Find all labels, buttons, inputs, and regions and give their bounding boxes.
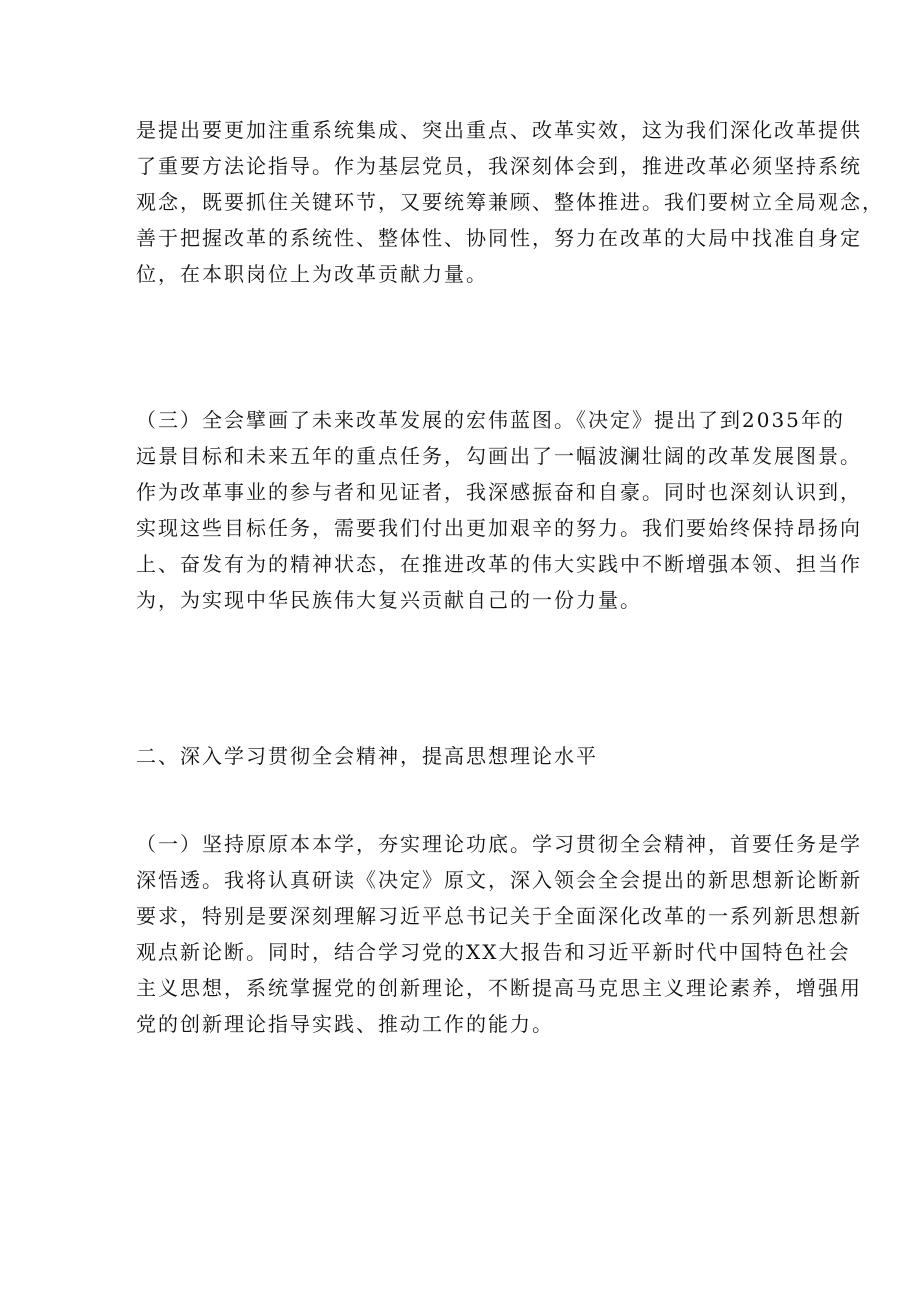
section-heading (136, 738, 790, 774)
paragraph-line: 深悟透。我将认真研读《决定》原文，深入领会全会提出的新思想新论断新 (136, 868, 862, 892)
paragraph-line: 作为改革事业的参与者和见证者，我深感振奋和自豪。同时也深刻认识到， (136, 480, 862, 504)
paragraph-line: （三）全会擘画了未来改革发展的宏伟蓝图。《决定》提出了到2035年的 (136, 408, 845, 432)
paragraph-line: 位，在本职岗位上为改革贡献力量。 (136, 262, 488, 286)
paragraph-1 (136, 112, 884, 292)
paragraph-line: （一）坚持原原本本学，夯实理论功底。学习贯彻全会精神，首要任务是学 (136, 832, 862, 856)
paragraph-3 (136, 826, 862, 1042)
paragraph-line: 观点新论断。同时，结合学习党的XX大报告和习近平新时代中国特色社会 (136, 940, 851, 964)
paragraph-2 (136, 402, 862, 618)
section-heading-text: 二、深入学习贯彻全会精神，提高思想理论水平 (136, 744, 598, 768)
paragraph-line: 观念，既要抓住关键环节，又要统筹兼顾、整体推进。我们要树立全局观念， (136, 190, 884, 214)
paragraph-line: 实现这些目标任务，需要我们付出更加艰辛的努力。我们要始终保持昂扬向 (136, 516, 862, 540)
paragraph-line: 党的创新理论指导实践、推动工作的能力。 (136, 1012, 554, 1036)
paragraph-line: 了重要方法论指导。作为基层党员，我深刻体会到，推进改革必须坚持系统 (136, 154, 862, 178)
paragraph-line: 上、奋发有为的精神状态，在推进改革的伟大实践中不断增强本领、担当作 (136, 552, 862, 576)
paragraph-line: 远景目标和未来五年的重点任务，勾画出了一幅波澜壮阔的改革发展图景。 (136, 444, 862, 468)
paragraph-line: 为，为实现中华民族伟大复兴贡献自己的一份力量。 (136, 588, 642, 612)
paragraph-line: 要求，特别是要深刻理解习近平总书记关于全面深化改革的一系列新思想新 (136, 904, 862, 928)
paragraph-line: 主义思想，系统掌握党的创新理论，不断提高马克思主义理论素养，增强用 (136, 976, 862, 1000)
paragraph-line: 善于把握改革的系统性、整体性、协同性，努力在改革的大局中找准自身定 (136, 226, 862, 250)
paragraph-line: 是提出要更加注重系统集成、突出重点、改革实效，这为我们深化改革提供 (136, 118, 862, 142)
